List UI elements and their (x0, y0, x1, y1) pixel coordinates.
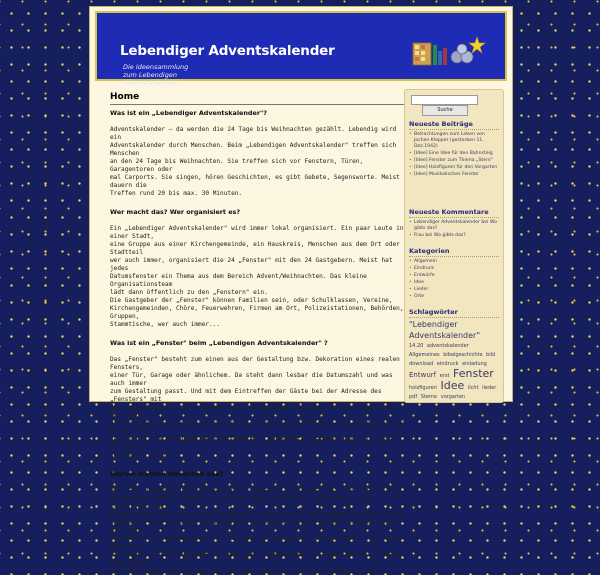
recent-comments-widget (409, 208, 499, 240)
recent-post-link[interactable]: • Betrachtungen zum Leben von Jochen Klepper (gestorben 11. Dez.1942) (409, 132, 499, 150)
category-link[interactable]: • Eindruck (409, 266, 499, 272)
category-link[interactable]: • Entwürfe (409, 273, 499, 279)
tag-link[interactable]: erst (439, 373, 450, 379)
section-question: Warum machen Menschen das? (110, 470, 224, 478)
tag-link[interactable]: bibelgeschichte (443, 352, 483, 358)
category-link[interactable]: • Lieder (409, 287, 499, 293)
section-question: Was ist ein „Lebendiger Adventskalender"? (110, 109, 268, 117)
tag-link[interactable]: lieder (482, 385, 497, 391)
recent-post-link[interactable]: • [Idee] Fenster zum Thema „Stern" (409, 158, 499, 164)
site-title-line1[interactable]: Lebendiger Adventskalender (120, 43, 335, 59)
tags-heading: Schlagwörter (409, 308, 499, 318)
tag-link[interactable]: pdf (409, 394, 418, 400)
recent-post-link[interactable]: • [Idee] Eine Idee für den Bahnsteig (409, 151, 499, 157)
section-text: Ein „Lebendiger Adventskalender" wird immer lokal organisiert. Ein paar Leute in einer Stadt, eine Gruppe aus einer Kirchengemeinde, ein Hauskreis, Menschen aus dem Ort oder Stadtteil wer auch immer, organisiert die 24 „Fenster" mit den 24 Gastgebern. Meist hat jedes Datumsfenster ein Thema aus dem Bereich Advent/Weihnachten. Das kleine Organisationsteam lädt dann öffentlich zu den „Fenstern" ein. Die Gastgeber der „Fenster" können Familien sein, oder Schulklassen, Vereine, Kirchengemeinden, Chöre, Feuerwehren, Firmen am Ort, Polizeistationen, Behörden, Gruppen, Stammtische, wer auch immer... (110, 225, 404, 328)
tag-link[interactable]: bild (486, 352, 496, 358)
site-tagline: Die Ideensammlung zum Lebendigen Adventskalender (123, 63, 189, 87)
tag-link[interactable]: download (409, 361, 434, 367)
section-question: Wer macht das? Wer organisiert es? (110, 208, 241, 216)
recent-comments-heading: Neueste Kommentare (409, 208, 499, 218)
sidebar (404, 89, 504, 403)
section-text: Das „Fenster" besteht zum einen aus der Gestaltung bzw. Dekoration eines realen Fensters, einer Tür, Garage oder ähnlichem. Da steht dann lesbar die Datumszahl und was auch immer zum Gestaltung passt. Und mit dem Eintreffen der Gäste bei der Adresse des „Fensters" mit die Leute begrüsst, Denn der Rolladen hochgezogen oder das Licht eingeschaltet. Dann gibt die Gastgebenden durch eine kleine Feier von max. 20 Minuten. Die Inhalte dieser Feier sind gestaltbar. In der Regel gehören Lied(er), Geschichte oder Besinnung und Gebet und oder Segenswort dazu. (110, 356, 404, 459)
search-input[interactable] (411, 95, 478, 105)
search-button[interactable]: Suche (422, 105, 468, 116)
tag-link[interactable]: Allgemeines (409, 352, 440, 358)
recent-post-link[interactable]: • [Idee] Musikalisches Fenster (409, 172, 499, 178)
advent-calendar-graphic-icon (407, 35, 487, 69)
tag-link[interactable]: holzfiguren (409, 385, 437, 391)
tag-link[interactable]: einladung (462, 361, 487, 367)
page-container (89, 6, 513, 574)
site-header (95, 11, 507, 87)
section-text: Wer beim „Lebendigen Adventskalender" mitmacht, trägt dazu bei, Menschen in der Vorweihnachtszeit zusammen zu bringen. Menschen werden eingeladen, sich miteinander der Vorbereitung auf Weihnachten zuzuwenden. Gemeinschaft und Begegnung werden dabei angeboten, aber nirgends aufgedrängt. Gemeinsame Lieder, Bilder, Lichter laden ein, sich innerlich aufs Kommen Gottes in die Welt an Weihnachten vorzubereiten. Wie weit Menschen sich dabei auch für einander öffnen, entscheidet jede und jeder selbst. Niemand muss etwas oder mitsingen, oder beten. Es ist immer möglich, einfach so dabei zu sein. (110, 487, 404, 574)
page-heading: Home (110, 92, 406, 105)
categories-widget (409, 247, 499, 301)
tag-link[interactable]: licht (467, 385, 479, 391)
recent-posts-heading: Neueste Beiträge (409, 120, 499, 130)
tag-link[interactable]: eindruck (436, 361, 459, 367)
tag-link[interactable]: Sterne (420, 394, 438, 400)
tag-link[interactable]: Entwurf (409, 371, 437, 379)
tag-link[interactable]: adventskalender (426, 343, 469, 349)
site-title[interactable] (120, 43, 335, 59)
tag-link[interactable]: vorgarten (440, 394, 466, 400)
main-content (110, 92, 406, 574)
tag-link[interactable]: 14.20 (409, 343, 424, 349)
category-link[interactable]: • Idee (409, 280, 499, 286)
tag-link[interactable]: Idee (440, 379, 465, 392)
tag-cloud-widget (409, 308, 499, 402)
category-link[interactable]: • Orte (409, 294, 499, 300)
section-question: Was ist ein „Fenster" beim „Lebendigen Adventskalender" ? (110, 339, 328, 347)
recent-post-link[interactable]: • [Idee] Holzfiguren für den Vorgarten (409, 165, 499, 171)
categories-heading: Kategorien (409, 247, 499, 257)
recent-posts-widget (409, 120, 499, 179)
tag-cloud (409, 320, 499, 402)
category-link[interactable]: • Allgemein (409, 259, 499, 265)
recent-comment-link[interactable]: • Frau bei Wo gibts das? (409, 233, 499, 239)
recent-comment-link[interactable]: • Lebendiger Adventskalender bei Wo gibts das? (409, 220, 499, 232)
tag-link[interactable]: Fenster (453, 367, 494, 380)
section-text: Adventskalender – da werden die 24 Tage bis Weihnachten gezählt. Lebendig wird ein Adventskalender durch Menschen. Beim „Lebendigen Adventskalender" treffen sich Menschen an den 24 Tage bis Weihnachten. Sie treffen sich vor Fenstern, Türen, Garagentoren oder mal Carports. Sie singen, hören Geschichten, es gibt Gebete, Segensworte. Meist dauern die Treffen rund 20 bis max. 30 Minuten. (110, 126, 400, 197)
tag-link[interactable]: "Lebendiger Adventskalender" (409, 320, 481, 340)
